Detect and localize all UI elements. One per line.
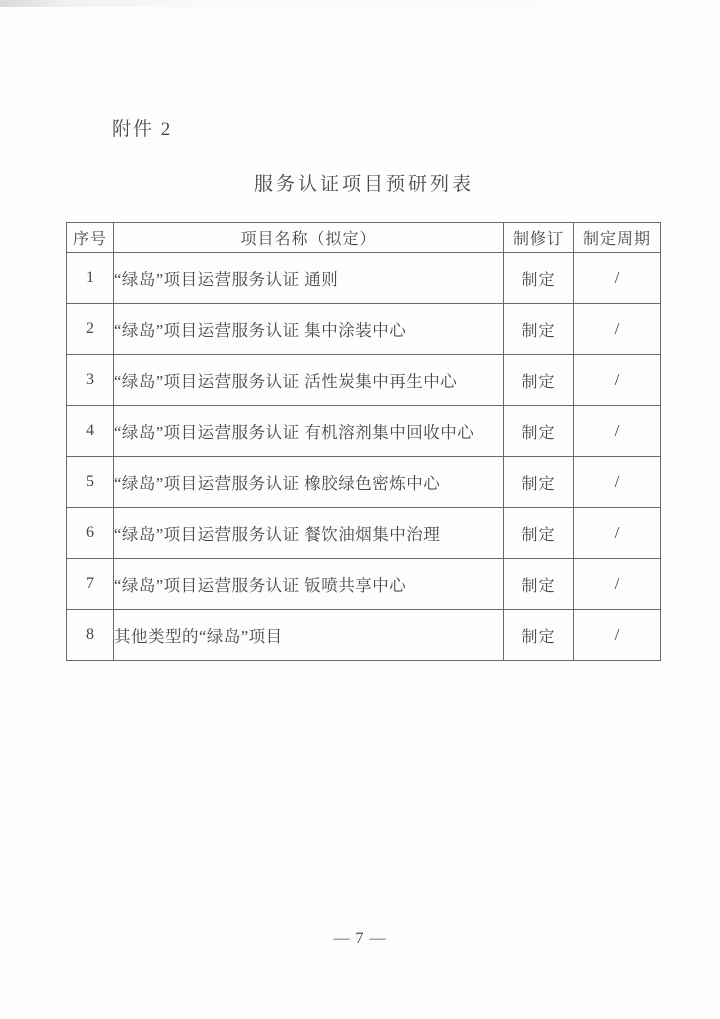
header-formulate-revise: 制修订 [504, 223, 574, 253]
projects-table [66, 222, 661, 661]
row-serial-number: 7 [67, 559, 114, 610]
row-serial-number: 1 [67, 253, 114, 304]
row-formulation-period: / [574, 457, 661, 508]
page-number: — 7 — [333, 930, 387, 947]
row-formulation-period: / [574, 508, 661, 559]
row-formulate-revise: 制定 [504, 610, 574, 661]
row-serial-number: 5 [67, 457, 114, 508]
table-row [67, 457, 661, 508]
header-serial-number: 序号 [67, 223, 114, 253]
row-serial-number: 3 [67, 355, 114, 406]
scan-artifact [0, 0, 720, 7]
header-formulation-period: 制定周期 [574, 223, 661, 253]
row-project-name: “绿岛”项目运营服务认证 通则 [114, 253, 504, 304]
header-project-name: 项目名称（拟定） [114, 223, 504, 253]
row-project-name: “绿岛”项目运营服务认证 活性炭集中再生中心 [114, 355, 504, 406]
row-formulate-revise: 制定 [504, 253, 574, 304]
row-formulation-period: / [574, 253, 661, 304]
row-formulate-revise: 制定 [504, 355, 574, 406]
document-title: 服务认证项目预研列表 [253, 174, 474, 195]
row-project-name: “绿岛”项目运营服务认证 有机溶剂集中回收中心 [114, 406, 504, 457]
table-row [67, 406, 661, 457]
row-project-name: “绿岛”项目运营服务认证 餐饮油烟集中治理 [114, 508, 504, 559]
row-formulation-period: / [574, 610, 661, 661]
row-formulate-revise: 制定 [504, 406, 574, 457]
row-project-name: “绿岛”项目运营服务认证 集中涂装中心 [114, 304, 504, 355]
row-project-name: “绿岛”项目运营服务认证 钣喷共享中心 [114, 559, 504, 610]
row-serial-number: 4 [67, 406, 114, 457]
table-row [67, 610, 661, 661]
row-serial-number: 2 [67, 304, 114, 355]
row-formulate-revise: 制定 [504, 457, 574, 508]
table-row [67, 304, 661, 355]
row-formulation-period: / [574, 304, 661, 355]
row-project-name: 其他类型的“绿岛”项目 [114, 610, 504, 661]
row-formulate-revise: 制定 [504, 559, 574, 610]
attachment-label: 附件 2 [112, 119, 173, 140]
row-formulate-revise: 制定 [504, 508, 574, 559]
row-formulation-period: / [574, 406, 661, 457]
row-project-name: “绿岛”项目运营服务认证 橡胶绿色密炼中心 [114, 457, 504, 508]
row-formulate-revise: 制定 [504, 304, 574, 355]
row-serial-number: 8 [67, 610, 114, 661]
table-header-row [67, 223, 661, 253]
row-serial-number: 6 [67, 508, 114, 559]
row-formulation-period: / [574, 355, 661, 406]
table-row [67, 559, 661, 610]
table-row [67, 355, 661, 406]
table-row [67, 253, 661, 304]
row-formulation-period: / [574, 559, 661, 610]
table-row [67, 508, 661, 559]
